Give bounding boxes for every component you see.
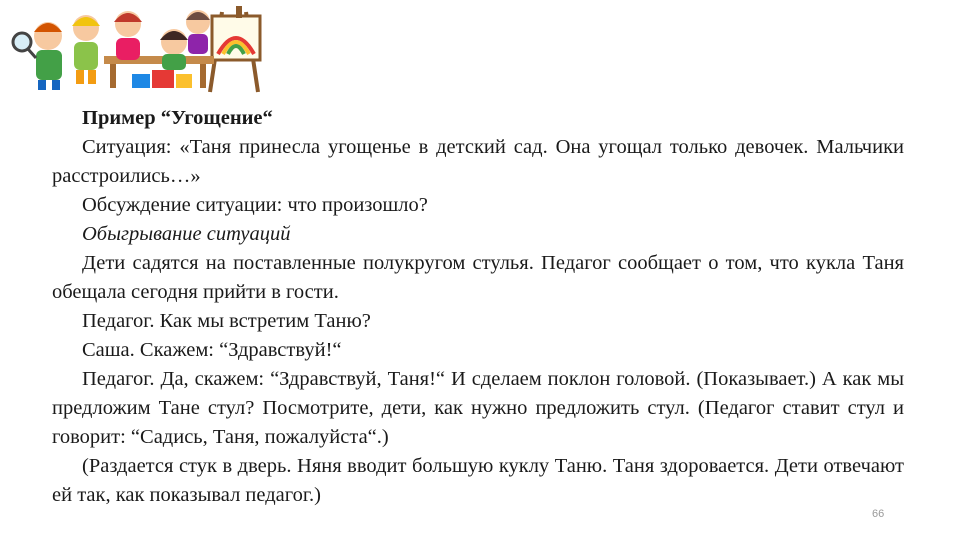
child-figure (160, 29, 188, 70)
child-with-magnifier-figure (13, 22, 62, 90)
teacher-demo-paragraph: Педагог. Да, скажем: “Здравствуй, Таня!“ И сделаем поклон головой. (Показывает.) А как мы предложим Тане стул? Посмотрите, дети, как нужно предложить стул. (Педагог ставит стул и говорит: “Садись, Таня, пожалуйста“.) (52, 368, 904, 448)
doll-arrival-paragraph: (Раздается стук в дверь. Няня вводит большую куклу Таню. Таня здоровается. Дети отвечают ей так, как показывал педагог.) (52, 455, 904, 506)
roleplay-heading: Обыгрывание ситуаций (82, 223, 291, 245)
kids-classroom-illustration (4, 2, 266, 94)
toy-block (152, 70, 174, 88)
child-figure (72, 15, 100, 84)
setup-paragraph: Дети садятся на поставленные полукругом стулья. Педагог сообщает о том, что кукла Таня обещала сегодня прийти в гости. (52, 252, 904, 303)
slide-number: 66 (872, 508, 885, 520)
situation-paragraph: Ситуация: «Таня принесла угощенье в детский сад. Она угощал только девочек. Мальчики расстроились…» (52, 136, 904, 187)
easel-icon (210, 6, 260, 92)
slide-text (52, 104, 904, 510)
example-title: Пример “Угощение“ (82, 107, 273, 129)
child-figure (114, 11, 142, 60)
child-figure (186, 10, 210, 54)
child-answer-paragraph: Саша. Скажем: “Здравствуй!“ (82, 339, 342, 361)
discussion-paragraph: Обсуждение ситуации: что произошло? (82, 194, 428, 216)
teacher-question-paragraph: Педагог. Как мы встретим Таню? (82, 310, 371, 332)
